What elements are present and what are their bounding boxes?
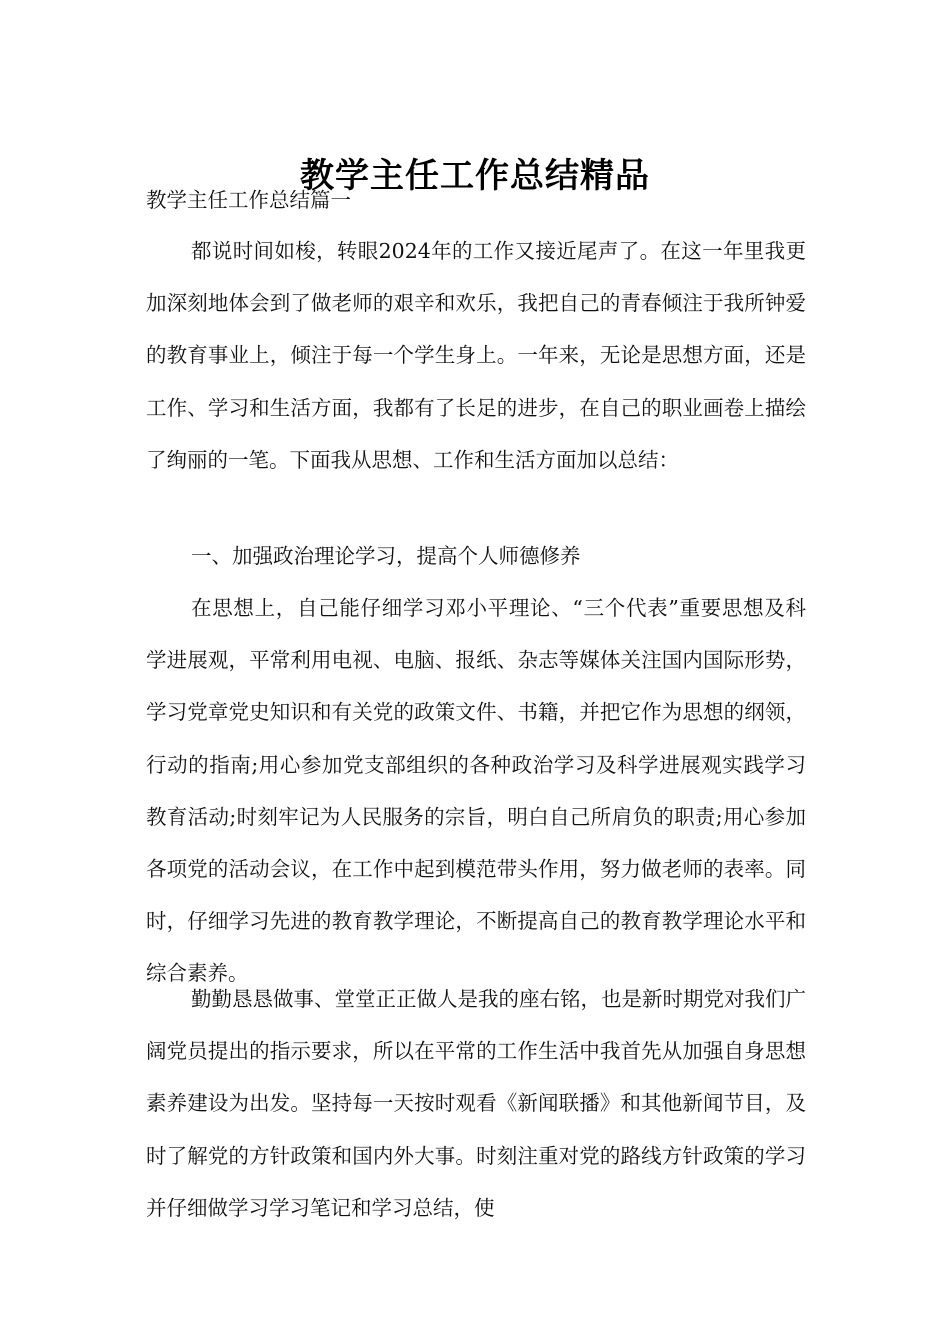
document-subtitle: 教学主任工作总结篇一	[146, 188, 351, 212]
paragraph-intro: 都说时间如梭，转眼2024年的工作又接近尾声了。在这一年里我更加深刻地体会到了做老师的艰辛和欢乐，我把自己的青春倾注于我所钟爱的教育事业上，倾注于每一个学生身上。一年来，无论是思想方面，还是工作、学习和生活方面，我都有了长足的进步，在自己的职业画卷上描绘了绚丽的一笔。下面我从思想、工作和生活方面加以总结：	[146, 239, 806, 472]
section-heading: 一、加强政治理论学习，提高个人师德修养	[191, 544, 581, 568]
paragraph-motto: 勤勤恳恳做事、堂堂正正做人是我的座右铭，也是新时期党对我们广阔党员提出的指示要求，所以在平常的工作生活中我首先从加强自身思想素养建设为出发。坚持每一天按时观看《新闻联播》和其他新闻节目，及时了解党的方针政策和国内外大事。时刻注重对党的路线方针政策的学习并仔细做学习学习笔记和学习总结，使	[146, 987, 806, 1220]
document-title: 教学主任工作总结精品	[300, 155, 650, 196]
paragraph-ideology: 在思想上，自己能仔细学习邓小平理论、“三个代表”重要思想及科学进展观，平常利用电视、电脑、报纸、杂志等媒体关注国内国际形势，学习党章党史知识和有关党的政策文件、书籍，并把它作为思想的纲领，行动的指南;用心参加党支部组织的各种政治学习及科学进展观实践学习教育活动;时刻牢记为人民服务的宗旨，明白自己所肩负的职责;用心参加各项党的活动会议，在工作中起到模范带头作用，努力做老师的表率。同时，仔细学习先进的教育教学理论，不断提高自己的教育教学理论水平和综合素养。	[146, 596, 806, 986]
